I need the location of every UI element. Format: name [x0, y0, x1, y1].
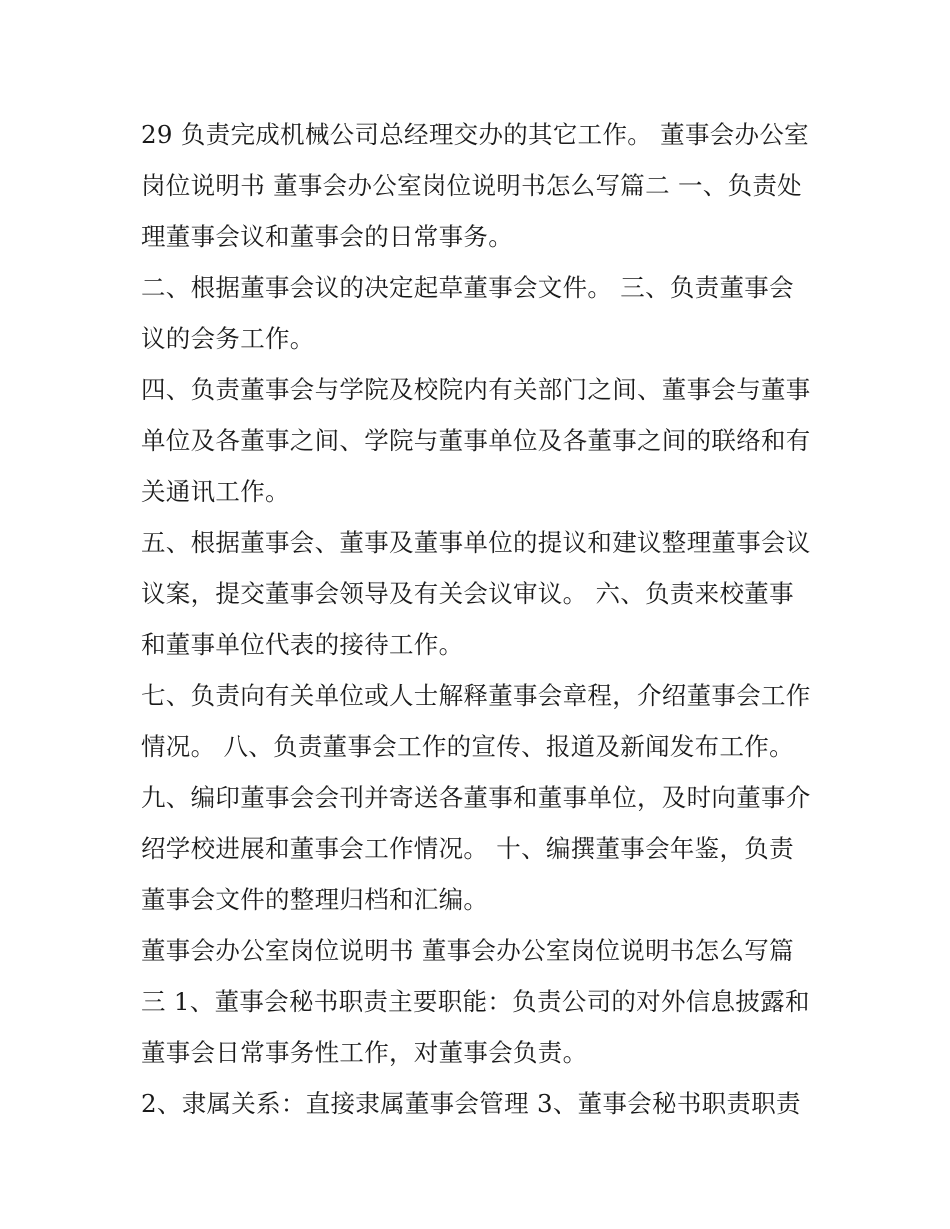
text-line: 四、负责董事会与学院及校院内有关部门之间、董事会与董事 — [141, 375, 811, 404]
text-line: 单位及各董事之间、学院与董事单位及各董事之间的联络和有 — [141, 426, 811, 455]
text-line: 29 负责完成机械公司总经理交办的其它工作。 董事会办公室 — [141, 120, 809, 149]
text-line: 七、负责向有关单位或人士解释董事会章程，介绍董事会工作 — [141, 681, 811, 710]
text-line: 董事会文件的整理归档和汇编。 — [141, 885, 489, 914]
text-line: 董事会办公室岗位说明书 董事会办公室岗位说明书怎么写篇 — [141, 936, 794, 965]
text-line: 2、隶属关系：直接隶属董事会管理 3、董事会秘书职责职责 — [141, 1089, 801, 1118]
text-line: 五、根据董事会、董事及董事单位的提议和建议整理董事会议 — [141, 528, 811, 557]
text-line: 岗位说明书 董事会办公室岗位说明书怎么写篇二 一、负责处 — [141, 171, 802, 200]
text-line: 议案，提交董事会领导及有关会议审议。 六、负责来校董事 — [141, 579, 794, 608]
text-line: 和董事单位代表的接待工作。 — [141, 630, 464, 659]
text-line: 情况。 八、负责董事会工作的宣传、报道及新闻发布工作。 — [141, 732, 794, 761]
text-line: 二、根据董事会议的决定起草董事会文件。 三、负责董事会 — [141, 273, 794, 302]
document-body — [141, 109, 821, 1129]
text-line: 三 1、董事会秘书职责主要职能：负责公司的对外信息披露和 — [141, 987, 810, 1016]
text-line: 九、编印董事会会刊并寄送各董事和董事单位，及时向董事介 — [141, 783, 811, 812]
text-line: 董事会日常事务性工作，对董事会负责。 — [141, 1038, 588, 1067]
text-line: 绍学校进展和董事会工作情况。 十、编撰董事会年鉴，负责 — [141, 834, 794, 863]
text-line: 议的会务工作。 — [141, 324, 315, 353]
text-line: 理董事会议和董事会的日常事务。 — [141, 222, 513, 251]
text-line: 关通讯工作。 — [141, 477, 290, 506]
